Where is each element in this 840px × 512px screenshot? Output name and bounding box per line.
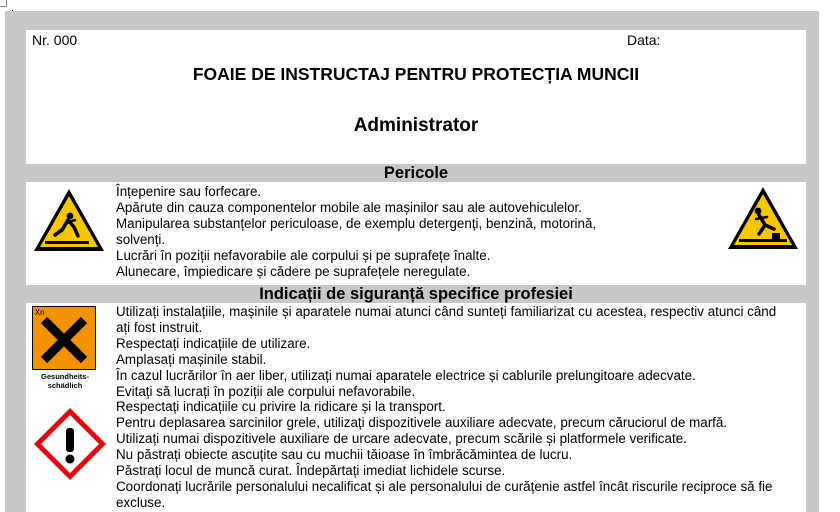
slip-trip-warning-icon <box>31 186 107 254</box>
safety-line: Nu păstrați obiecte ascuțite sau cu muchii tăioase în îmbrăcămintea de lucru. <box>116 447 573 463</box>
document-number: Nr. 000 <box>32 32 78 48</box>
safety-line: Evitați să lucrați în poziții ale corpului nefavorabile. <box>116 383 416 399</box>
document-title: FOAIE DE INSTRUCTAJ PENTRU PROTECȚIA MUNCII <box>192 64 640 84</box>
hazard-line: Alunecare, împiedicare și cădere pe suprafețele neregulate. <box>116 263 471 279</box>
xn-caption <box>30 372 100 390</box>
safety-line: ați fost instruit. <box>116 319 203 335</box>
safety-line: Amplasați mașinile stabil. <box>116 351 267 367</box>
safety-line: Utilizați instalațiile, mașinile și aparatele numai atunci când sunteți familiarizat cu acestea, respectiv atunci când <box>116 304 777 319</box>
safety-line: Pentru deplasarea sarcinilor grele, utilizați dispozitivele auxiliare adecvate, precum căruciorul de marfă. <box>116 415 728 431</box>
safety-line: În cazul lucrărilor în aer liber, utilizați numai aparatele electrice și cablurile prelungitoare adecvate. <box>116 367 696 383</box>
job-role-title: Administrator <box>353 115 479 136</box>
ghs-exclamation-icon <box>32 406 108 482</box>
harmful-xn-icon <box>32 306 96 370</box>
trip-hazard-warning-icon <box>725 184 801 252</box>
xn-code-label: Xn <box>35 308 45 317</box>
safety-line: Păstrați locul de muncă curat. Îndepărtați imediat lichidele scurse. <box>116 463 506 479</box>
window-corner-marker <box>0 0 7 7</box>
hazard-line: Înțepenire sau forfecare. <box>116 184 262 199</box>
hazards-section-heading: Pericole <box>26 164 806 182</box>
safety-instructions-list <box>116 304 798 511</box>
hazards-list <box>116 184 798 279</box>
safety-section-heading: Indicații de siguranță specifice profesiei <box>26 285 806 303</box>
xn-caption-line: schädlich <box>47 381 83 390</box>
safety-line: Utilizați numai dispozitivele auxiliare de urcare adecvate, precum scările și platformele verificate. <box>116 431 687 447</box>
safety-line: Respectați indicațiile de utilizare. <box>116 335 311 351</box>
xn-caption-line: Gesundheits- <box>41 372 89 381</box>
document-page <box>26 30 806 512</box>
hazard-line: Apărute din cauza componentelor mobile ale mașinilor sau ale autovehiculelor. <box>116 199 582 215</box>
safety-line: Coordonați lucrările personalului necalificat și ale personalului de curățenie astfel încât riscurile reciproce să fie <box>116 478 773 494</box>
date-label: Data: <box>627 32 661 48</box>
hazard-line: Manipularea substanțelor periculoase, de exemplu detergenți, benzină, motorină, <box>116 215 597 231</box>
safety-line: excluse. <box>116 494 166 510</box>
safety-line: Respectați indicațiile cu privire la ridicare și la transport. <box>116 399 446 415</box>
hazard-line: Lucrări în poziții nefavorabile ale corpului și pe suprafețe înalte. <box>116 247 491 263</box>
document-canvas[interactable] <box>5 11 819 512</box>
hazard-line: solvenți. <box>116 231 166 247</box>
document-header-row <box>26 32 806 50</box>
